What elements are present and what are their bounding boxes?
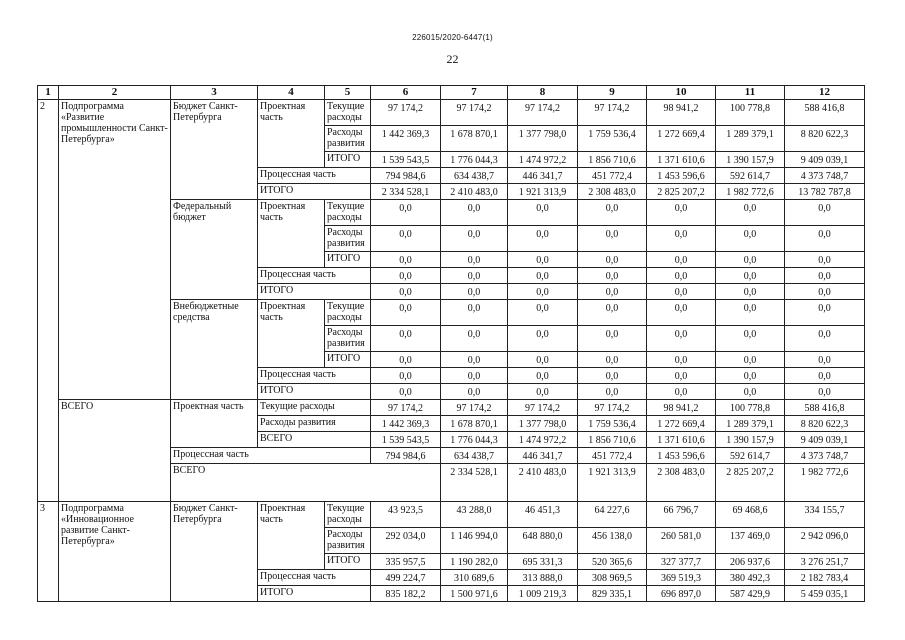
value-cell: 520 365,6 — [578, 554, 647, 570]
itogo-label: ИТОГО — [325, 554, 371, 570]
value-cell: 1 371 610,6 — [647, 152, 716, 168]
value-cell: 588 416,8 — [785, 400, 865, 416]
itogo-label: ИТОГО — [258, 586, 371, 602]
col-header: 11 — [716, 86, 785, 100]
value-cell: 260 581,0 — [647, 528, 716, 554]
value-cell: 97 174,2 — [441, 400, 508, 416]
value-cell: 451 772,4 — [578, 168, 647, 184]
value-cell: 835 182,2 — [371, 586, 441, 602]
row-number: 3 — [38, 502, 59, 602]
value-cell: 0,0 — [371, 326, 441, 352]
expense-label: Текущие расходы — [325, 300, 371, 326]
expense-label: Расходы развития — [325, 226, 371, 252]
value-cell: 0,0 — [441, 200, 508, 226]
value-cell: 97 174,2 — [578, 100, 647, 126]
value-cell: 829 335,1 — [578, 586, 647, 602]
value-cell: 8 820 622,3 — [785, 126, 865, 152]
itogo-label: ИТОГО — [258, 284, 371, 300]
value-cell: 0,0 — [441, 300, 508, 326]
itogo-label: ИТОГО — [325, 352, 371, 368]
value-cell: 310 689,6 — [441, 570, 508, 586]
value-cell: 335 957,5 — [371, 554, 441, 570]
value-cell: 0,0 — [785, 252, 865, 268]
value-cell: 1 272 669,4 — [647, 416, 716, 432]
value-cell: 97 174,2 — [508, 100, 578, 126]
value-cell: 5 459 035,1 — [785, 586, 865, 602]
value-cell: 0,0 — [578, 368, 647, 384]
value-cell: 1 453 596,6 — [647, 168, 716, 184]
value-cell: 9 409 039,1 — [785, 152, 865, 168]
value-cell: 0,0 — [716, 326, 785, 352]
value-cell: 1 982 772,6 — [785, 464, 865, 502]
value-cell: 0,0 — [785, 226, 865, 252]
value-cell: 1 539 543,5 — [371, 432, 441, 448]
value-cell: 43 288,0 — [441, 502, 508, 528]
value-cell: 0,0 — [371, 200, 441, 226]
value-cell: 1 442 369,3 — [371, 126, 441, 152]
value-cell: 64 227,6 — [578, 502, 647, 528]
value-cell: 2 308 483,0 — [578, 184, 647, 200]
value-cell: 1 921 313,9 — [508, 184, 578, 200]
expense-label: Текущие расходы — [325, 502, 371, 528]
value-cell: 794 984,6 — [371, 168, 441, 184]
expense-label: Расходы развития — [325, 528, 371, 554]
value-cell: 0,0 — [441, 384, 508, 400]
source-label: Бюджет Санкт-Петербурга — [171, 502, 258, 602]
value-cell: 0,0 — [785, 326, 865, 352]
value-cell: 98 941,2 — [647, 100, 716, 126]
source-label: Внебюджетные средства — [171, 300, 258, 400]
value-cell: 0,0 — [716, 368, 785, 384]
col-header: 12 — [785, 86, 865, 100]
value-cell: 1 009 219,3 — [508, 586, 578, 602]
value-cell: 97 174,2 — [371, 100, 441, 126]
col-header: 5 — [325, 86, 371, 100]
value-cell: 0,0 — [441, 226, 508, 252]
process-label: Процессная часть — [258, 368, 371, 384]
expense-label: Текущие расходы — [325, 200, 371, 226]
value-cell: 0,0 — [441, 268, 508, 284]
document-code: 226015/2020-6447(1) — [412, 33, 493, 42]
value-cell: 43 923,5 — [371, 502, 441, 528]
value-cell: 1 371 610,6 — [647, 432, 716, 448]
value-cell: 1 776 044,3 — [441, 152, 508, 168]
value-cell: 0,0 — [508, 384, 578, 400]
expense-label: Текущие расходы — [325, 100, 371, 126]
value-cell: 1 146 994,0 — [441, 528, 508, 554]
value-cell: 0,0 — [508, 326, 578, 352]
value-cell: 1 377 798,0 — [508, 126, 578, 152]
value-cell: 0,0 — [371, 284, 441, 300]
vsego-label: ВСЕГО — [258, 432, 371, 448]
expense-label: Расходы развития — [325, 326, 371, 352]
value-cell: 0,0 — [647, 300, 716, 326]
value-cell: 0,0 — [647, 200, 716, 226]
value-cell: 0,0 — [578, 226, 647, 252]
value-cell: 0,0 — [441, 352, 508, 368]
value-cell: 0,0 — [716, 200, 785, 226]
value-cell: 0,0 — [647, 252, 716, 268]
value-cell: 327 377,7 — [647, 554, 716, 570]
itogo-label: ИТОГО — [325, 252, 371, 268]
value-cell: 2 308 483,0 — [647, 464, 716, 502]
value-cell: 0,0 — [441, 252, 508, 268]
value-cell: 0,0 — [785, 384, 865, 400]
value-cell: 13 782 787,8 — [785, 184, 865, 200]
value-cell: 0,0 — [716, 384, 785, 400]
value-cell: 100 778,8 — [716, 100, 785, 126]
value-cell: 0,0 — [647, 368, 716, 384]
value-cell: 0,0 — [441, 284, 508, 300]
value-cell: 0,0 — [371, 368, 441, 384]
value-cell: 1 776 044,3 — [441, 432, 508, 448]
value-cell: 587 429,9 — [716, 586, 785, 602]
value-cell: 0,0 — [716, 284, 785, 300]
part-label: Проектная часть — [258, 300, 325, 368]
value-cell: 695 331,3 — [508, 554, 578, 570]
value-cell: 2 410 483,0 — [508, 464, 578, 502]
value-cell: 1 759 536,4 — [578, 416, 647, 432]
source-label: Бюджет Санкт-Петербурга — [171, 100, 258, 200]
value-cell: 0,0 — [371, 268, 441, 284]
expense-label: Расходы развития — [325, 126, 371, 152]
value-cell: 0,0 — [578, 384, 647, 400]
value-cell: 97 174,2 — [508, 400, 578, 416]
value-cell: 1 390 157,9 — [716, 152, 785, 168]
value-cell: 1 190 282,0 — [441, 554, 508, 570]
process-label: Процессная часть — [258, 168, 371, 184]
value-cell: 1 856 710,6 — [578, 152, 647, 168]
value-cell: 4 373 748,7 — [785, 168, 865, 184]
value-cell: 0,0 — [371, 384, 441, 400]
col-header: 1 — [38, 86, 59, 100]
value-cell: 9 409 039,1 — [785, 432, 865, 448]
col-header: 3 — [171, 86, 258, 100]
value-cell: 2 825 207,2 — [716, 464, 785, 502]
value-cell: 0,0 — [785, 284, 865, 300]
value-cell: 0,0 — [578, 252, 647, 268]
value-cell: 46 451,3 — [508, 502, 578, 528]
budget-table — [37, 85, 865, 602]
value-cell: 0,0 — [371, 226, 441, 252]
value-cell: 451 772,4 — [578, 448, 647, 464]
value-cell: 0,0 — [578, 268, 647, 284]
part-label: Проектная часть — [258, 100, 325, 168]
value-cell: 794 984,6 — [371, 448, 441, 464]
value-cell: 369 519,3 — [647, 570, 716, 586]
value-cell: 2 942 096,0 — [785, 528, 865, 554]
value-cell: 0,0 — [647, 352, 716, 368]
value-cell: 592 614,7 — [716, 168, 785, 184]
value-cell: 1 678 870,1 — [441, 126, 508, 152]
value-cell: 648 880,0 — [508, 528, 578, 554]
value-cell: 0,0 — [716, 352, 785, 368]
row-number: 2 — [38, 100, 59, 502]
value-cell: 0,0 — [647, 326, 716, 352]
value-cell: 2 410 483,0 — [441, 184, 508, 200]
subprogram-name: Подпрограмма «Инновационное развитие Санкт-Петербурга» — [59, 502, 171, 602]
value-cell: 66 796,7 — [647, 502, 716, 528]
value-cell: 100 778,8 — [716, 400, 785, 416]
value-cell: 0,0 — [508, 226, 578, 252]
value-cell: 1 982 772,6 — [716, 184, 785, 200]
value-cell: 1 377 798,0 — [508, 416, 578, 432]
value-cell: 0,0 — [647, 226, 716, 252]
header-row — [38, 86, 865, 100]
value-cell: 0,0 — [371, 300, 441, 326]
value-cell: 0,0 — [716, 300, 785, 326]
value-cell: 456 138,0 — [578, 528, 647, 554]
col-header: 2 — [59, 86, 171, 100]
page-number: 22 — [446, 52, 459, 66]
col-header: 9 — [578, 86, 647, 100]
value-cell: 334 155,7 — [785, 502, 865, 528]
value-cell: 1 678 870,1 — [441, 416, 508, 432]
value-cell: 0,0 — [785, 268, 865, 284]
value-cell: 0,0 — [785, 368, 865, 384]
process-label: Процессная часть — [171, 448, 371, 464]
value-cell: 0,0 — [647, 268, 716, 284]
value-cell: 0,0 — [508, 300, 578, 326]
value-cell: 0,0 — [441, 326, 508, 352]
value-cell: 0,0 — [578, 326, 647, 352]
value-cell: 380 492,3 — [716, 570, 785, 586]
value-cell: 69 468,6 — [716, 502, 785, 528]
value-cell: 1 272 669,4 — [647, 126, 716, 152]
itogo-label: ИТОГО — [258, 384, 371, 400]
value-cell: 137 469,0 — [716, 528, 785, 554]
value-cell: 1 390 157,9 — [716, 432, 785, 448]
expense-label: Текущие расходы — [258, 400, 371, 416]
value-cell: 3 276 251,7 — [785, 554, 865, 570]
value-cell: 1 539 543,5 — [371, 152, 441, 168]
value-cell: 592 614,7 — [716, 448, 785, 464]
value-cell: 0,0 — [578, 300, 647, 326]
value-cell: 1 921 313,9 — [578, 464, 647, 502]
total-label: ВСЕГО — [59, 400, 171, 502]
itogo-label: ИТОГО — [258, 184, 371, 200]
process-label: Процессная часть — [258, 570, 371, 586]
value-cell: 313 888,0 — [508, 570, 578, 586]
value-cell: 0,0 — [785, 300, 865, 326]
value-cell: 0,0 — [508, 368, 578, 384]
value-cell: 0,0 — [441, 368, 508, 384]
value-cell: 0,0 — [716, 252, 785, 268]
value-cell: 696 897,0 — [647, 586, 716, 602]
value-cell: 0,0 — [578, 284, 647, 300]
value-cell: 1 289 379,1 — [716, 126, 785, 152]
value-cell: 292 034,0 — [371, 528, 441, 554]
value-cell: 634 438,7 — [441, 448, 508, 464]
col-header: 4 — [258, 86, 325, 100]
col-header: 8 — [508, 86, 578, 100]
source-label: Федеральный бюджет — [171, 200, 258, 300]
value-cell: 1 500 971,6 — [441, 586, 508, 602]
value-cell: 97 174,2 — [441, 100, 508, 126]
value-cell: 0,0 — [508, 268, 578, 284]
value-cell: 8 820 622,3 — [785, 416, 865, 432]
value-cell: 308 969,5 — [578, 570, 647, 586]
col-header: 6 — [371, 86, 441, 100]
value-cell: 1 759 536,4 — [578, 126, 647, 152]
value-cell: 499 224,7 — [371, 570, 441, 586]
value-cell: 98 941,2 — [647, 400, 716, 416]
value-cell: 1 474 972,2 — [508, 152, 578, 168]
value-cell: 1 474 972,2 — [508, 432, 578, 448]
value-cell: 0,0 — [508, 252, 578, 268]
value-cell: 4 373 748,7 — [785, 448, 865, 464]
value-cell: 1 453 596,6 — [647, 448, 716, 464]
value-cell: 0,0 — [785, 200, 865, 226]
value-cell: 0,0 — [647, 384, 716, 400]
value-cell: 0,0 — [785, 352, 865, 368]
value-cell: 2 334 528,1 — [441, 464, 508, 502]
value-cell: 0,0 — [647, 284, 716, 300]
value-cell: 2 182 783,4 — [785, 570, 865, 586]
value-cell: 1 442 369,3 — [371, 416, 441, 432]
part-label: Проектная часть — [258, 200, 325, 268]
value-cell: 206 937,6 — [716, 554, 785, 570]
value-cell: 2 825 207,2 — [647, 184, 716, 200]
value-cell: 0,0 — [371, 252, 441, 268]
subprogram-name: Подпрограмма «Развитие промышленности Санкт-Петербурга» — [59, 100, 171, 400]
value-cell: 588 416,8 — [785, 100, 865, 126]
col-header: 7 — [441, 86, 508, 100]
value-cell: 0,0 — [578, 200, 647, 226]
expense-label: Расходы развития — [258, 416, 371, 432]
process-label: Процессная часть — [258, 268, 371, 284]
part-label: Проектная часть — [171, 400, 258, 448]
value-cell: 0,0 — [716, 268, 785, 284]
part-label: Проектная часть — [258, 502, 325, 570]
value-cell: 0,0 — [578, 352, 647, 368]
value-cell: 1 289 379,1 — [716, 416, 785, 432]
itogo-label: ИТОГО — [325, 152, 371, 168]
value-cell: 0,0 — [371, 352, 441, 368]
value-cell: 97 174,2 — [371, 400, 441, 416]
col-header: 10 — [647, 86, 716, 100]
vsego-label: ВСЕГО — [171, 464, 441, 502]
value-cell: 0,0 — [508, 352, 578, 368]
value-cell: 97 174,2 — [578, 400, 647, 416]
value-cell: 1 856 710,6 — [578, 432, 647, 448]
value-cell: 446 341,7 — [508, 448, 578, 464]
value-cell: 0,0 — [508, 200, 578, 226]
value-cell: 446 341,7 — [508, 168, 578, 184]
value-cell: 2 334 528,1 — [371, 184, 441, 200]
value-cell: 0,0 — [716, 226, 785, 252]
value-cell: 0,0 — [508, 284, 578, 300]
value-cell: 634 438,7 — [441, 168, 508, 184]
